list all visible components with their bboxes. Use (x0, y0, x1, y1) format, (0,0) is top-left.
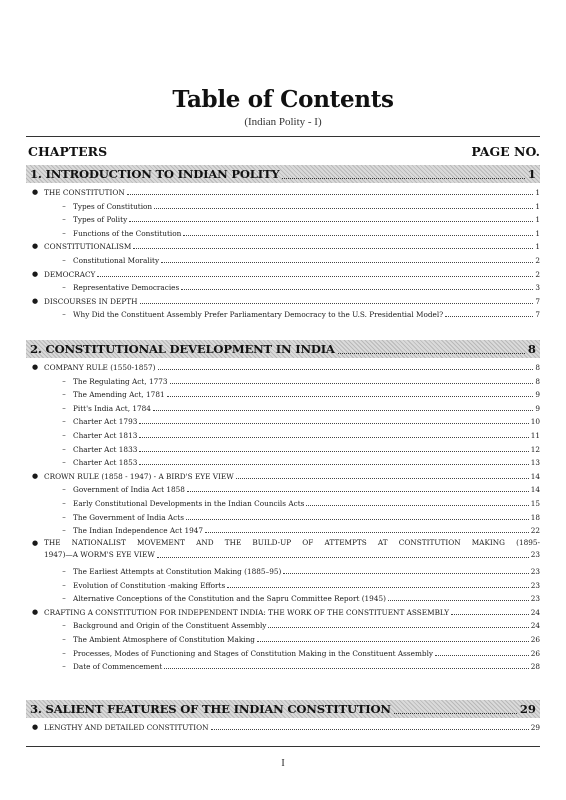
toc-entry-label: Why Did the Constituent Assembly Prefer Parliamentary Democracy to the U.S. Presidential Model? (73, 310, 444, 320)
chapter-title: 2. CONSTITUTIONAL DEVELOPMENT IN INDIA (30, 342, 335, 356)
dot-leader (158, 369, 534, 370)
toc-entry (26, 509, 540, 522)
toc-entry-page-number: 23 (530, 580, 540, 590)
toc-entry-label: Processes, Modes of Functioning and Stages of Constitution Making in the Constituent Assembly (73, 648, 434, 658)
toc-entry-page-number: 13 (530, 458, 540, 468)
bullet-icon: ● (31, 188, 39, 196)
toc-entry-line (26, 549, 540, 561)
toc-entry-label: The Amending Act, 1781 (73, 390, 165, 400)
bullet-icon: ● (31, 607, 39, 616)
toc-entry-page-number: 7 (535, 310, 540, 320)
dot-leader (133, 248, 533, 249)
dash-icon: – (62, 228, 66, 237)
toc-entry-label: Early Constitutional Developments in the Indian Councils Acts (73, 499, 305, 508)
dash-icon: – (62, 376, 66, 385)
dot-leader (451, 614, 529, 615)
toc-entry (26, 211, 540, 224)
chapters-column-header: CHAPTERS (28, 144, 108, 159)
toc-entry-page-number: 18 (530, 512, 540, 522)
dash-icon: – (62, 512, 66, 521)
bullet-icon: ● (31, 269, 39, 278)
dot-leader (161, 262, 533, 263)
dash-icon: – (62, 283, 66, 292)
toc-entry (26, 225, 540, 238)
bullet-icon: ● (31, 723, 39, 731)
toc-entry-label: Charter Act 1853 (73, 458, 138, 468)
toc-entry (26, 590, 540, 603)
dot-leader (157, 557, 529, 558)
dash-icon: – (62, 431, 66, 439)
toc-entry (26, 252, 540, 265)
dash-icon: – (62, 635, 66, 643)
dot-leader (257, 641, 529, 642)
toc-entry-page-number: 1 (535, 228, 540, 238)
toc-entry-page-number: 11 (530, 431, 540, 440)
toc-entry-label: Government of India Act 1858 (73, 485, 185, 495)
bullet-icon: ● (31, 242, 39, 251)
toc-entry-label: Background and Origin of the Constituent Assembly (73, 621, 267, 631)
toc-entry-label: Types of Constitution (73, 201, 153, 211)
toc-entry-label: Evolution of Constitution -making Efforts (73, 580, 226, 590)
toc-entry (26, 427, 540, 440)
toc-entry-label: Constitutional Morality (73, 256, 160, 265)
dash-icon: – (62, 256, 66, 264)
toc-entry (26, 413, 540, 426)
chapter-page-number: 8 (527, 342, 536, 356)
toc-entry-label: The Government of India Acts (73, 512, 184, 522)
toc-entry-page-number: 28 (530, 662, 540, 672)
toc-entry-page-number: 23 (530, 594, 540, 604)
dot-leader (435, 655, 529, 656)
toc-entry-page-number: 1 (535, 201, 540, 211)
toc-entry-page-number: 24 (530, 607, 540, 617)
dot-leader (306, 505, 528, 506)
toc-page (26, 0, 540, 800)
toc-entry (26, 198, 540, 211)
toc-entry-label: Types of Polity (73, 215, 128, 225)
toc-entry (26, 184, 540, 197)
dash-icon: – (62, 310, 66, 319)
chapter-heading (26, 165, 540, 183)
toc-entry-page-number: 26 (530, 648, 540, 658)
chapter-heading (26, 700, 540, 718)
toc-entry-page-number: 2 (535, 269, 540, 279)
dot-leader (268, 627, 528, 628)
toc-entry-label: 1947)—A WORM'S EYE VIEW (44, 549, 155, 559)
toc-entry-page-number: 15 (530, 499, 540, 508)
page-folio: I (281, 758, 285, 769)
toc-entry-label: The Regulating Act, 1773 (73, 376, 168, 386)
dot-leader (153, 410, 533, 411)
toc-entry (26, 293, 540, 306)
dot-leader (97, 276, 533, 277)
dash-icon: – (62, 215, 66, 224)
toc-entry-page-number: 23 (530, 549, 540, 559)
toc-entry-label: LENGTHY AND DETAILED CONSTITUTION (44, 723, 209, 732)
toc-entry (26, 522, 540, 535)
toc-entry-page-number: 8 (535, 376, 540, 386)
toc-entry-page-number: 14 (530, 471, 540, 481)
toc-entry-page-number: 10 (530, 417, 540, 427)
toc-entry-page-number: 9 (535, 403, 540, 413)
toc-entry (26, 306, 540, 319)
dot-leader (187, 491, 529, 492)
toc-entry (26, 266, 540, 279)
dot-leader (139, 437, 528, 438)
chapter-title: 3. SALIENT FEATURES OF THE INDIAN CONSTITUTION (30, 702, 391, 716)
toc-entry-line (26, 537, 540, 549)
toc-entry-label: DEMOCRACY (44, 269, 96, 279)
toc-entry-label: CONSTITUTIONALISM (44, 242, 132, 252)
toc-entry (26, 359, 540, 372)
chapter-heading (26, 340, 540, 358)
chapter-page-number: 1 (527, 167, 536, 181)
dot-leader (283, 573, 528, 574)
dash-icon: – (62, 485, 66, 494)
toc-entry-wrapped (26, 537, 540, 561)
toc-entry-page-number: 9 (535, 390, 540, 400)
toc-entry-label: THE CONSTITUTION (44, 188, 125, 197)
toc-entry-label: THE NATIONALIST MOVEMENT AND THE BUILD-UP OF ATTEMPTS AT CONSTITUTION MAKING (1895- (44, 537, 540, 547)
dot-leader (140, 303, 534, 304)
page-title: Table of Contents (172, 86, 394, 113)
dash-icon: – (62, 526, 66, 535)
dot-leader (139, 464, 528, 465)
toc-entry-page-number: 8 (535, 363, 540, 372)
dot-leader (227, 587, 528, 588)
dot-leader (181, 289, 533, 290)
toc-entry (26, 481, 540, 494)
top-rule (26, 136, 540, 137)
toc-entry-page-number: 1 (535, 242, 540, 252)
toc-entry (26, 563, 540, 576)
toc-entry (26, 617, 540, 630)
dot-leader (282, 169, 524, 179)
bullet-icon: ● (31, 471, 39, 480)
dot-leader (139, 451, 528, 452)
toc-entry (26, 279, 540, 292)
page-subtitle: (Indian Polity - I) (244, 116, 322, 128)
toc-entry-page-number: 23 (530, 567, 540, 576)
bottom-rule (26, 746, 540, 747)
toc-entry-label: Charter Act 1813 (73, 431, 138, 440)
toc-entry-label: CROWN RULE (1858 - 1947) - A BIRD'S EYE VIEW (44, 471, 234, 481)
dash-icon: – (62, 567, 66, 575)
toc-entry-label: DISCOURSES IN DEPTH (44, 296, 138, 306)
dot-leader (211, 729, 529, 730)
dash-icon: – (62, 499, 66, 507)
toc-entry-label: Date of Commencement (73, 662, 163, 672)
dot-leader (236, 478, 529, 479)
toc-entry (26, 386, 540, 399)
page-no-column-header: PAGE NO. (471, 144, 540, 159)
dot-leader (445, 316, 533, 317)
dot-leader (186, 519, 529, 520)
dash-icon: – (62, 458, 66, 467)
toc-entry-page-number: 12 (530, 444, 540, 454)
dash-icon: – (62, 662, 66, 671)
toc-entry-label: Pitt's India Act, 1784 (73, 403, 151, 413)
toc-entry (26, 719, 540, 732)
dot-leader (183, 235, 533, 236)
toc-entry-page-number: 24 (530, 621, 540, 631)
toc-entry-label: Functions of the Constitution (73, 228, 182, 238)
dot-leader (167, 396, 534, 397)
toc-entry-label: Representative Democracies (73, 283, 180, 293)
toc-entry-page-number: 1 (535, 215, 540, 225)
dash-icon: – (62, 621, 66, 630)
dash-icon: – (62, 580, 66, 589)
toc-entry-page-number: 2 (535, 256, 540, 265)
toc-entry (26, 645, 540, 658)
toc-entry (26, 454, 540, 467)
dash-icon: – (62, 390, 66, 399)
toc-entry-page-number: 7 (535, 296, 540, 306)
toc-entry-page-number: 22 (530, 526, 540, 536)
dot-leader (170, 383, 534, 384)
bullet-icon: ● (31, 538, 39, 547)
dash-icon: – (62, 201, 66, 210)
dot-leader (127, 194, 534, 195)
toc-entry-label: Alternative Conceptions of the Constitution and the Sapru Committee Report (1945) (73, 594, 386, 604)
toc-entry-label: The Ambient Atmosphere of Constitution Making (73, 635, 255, 644)
toc-entry-page-number: 29 (530, 723, 540, 732)
dot-leader (139, 423, 528, 424)
toc-entry-page-number: 1 (535, 188, 540, 197)
toc-entry (26, 441, 540, 454)
dash-icon: – (62, 648, 66, 657)
dot-leader (205, 532, 529, 533)
toc-entry-label: The Indian Independence Act 1947 (73, 526, 204, 536)
toc-entry-page-number: 14 (530, 485, 540, 495)
toc-entry (26, 631, 540, 644)
toc-entry-label: The Earliest Attempts at Constitution Making (1885–95) (73, 567, 282, 576)
toc-entry-label: CRAFTING A CONSTITUTION FOR INDEPENDENT INDIA: THE WORK OF THE CONSTITUENT ASSEMBLY (44, 607, 450, 617)
dot-leader (154, 208, 533, 209)
toc-entry (26, 658, 540, 671)
dash-icon: – (62, 444, 66, 453)
toc-entry-page-number: 26 (530, 635, 540, 644)
toc-entry-page-number: 3 (535, 283, 540, 293)
dash-icon: – (62, 403, 66, 412)
dot-leader (338, 344, 525, 354)
bullet-icon: ● (31, 296, 39, 305)
toc-entry (26, 238, 540, 251)
dot-leader (164, 668, 528, 669)
toc-entry (26, 468, 540, 481)
toc-entry (26, 577, 540, 590)
dot-leader (129, 221, 533, 222)
chapter-title: 1. INTRODUCTION TO INDIAN POLITY (30, 167, 280, 181)
toc-entry (26, 400, 540, 413)
bullet-icon: ● (31, 363, 39, 371)
dash-icon: – (62, 594, 66, 603)
toc-entry (26, 495, 540, 508)
toc-entry (26, 604, 540, 617)
dash-icon: – (62, 417, 66, 426)
toc-entry-label: COMPANY RULE (1550-1857) (44, 363, 156, 372)
toc-entry-label: Charter Act 1793 (73, 417, 138, 427)
chapter-page-number: 29 (519, 702, 536, 716)
dot-leader (388, 600, 529, 601)
toc-entry (26, 373, 540, 386)
toc-entry-label: Charter Act 1833 (73, 444, 138, 454)
dot-leader (394, 704, 517, 714)
